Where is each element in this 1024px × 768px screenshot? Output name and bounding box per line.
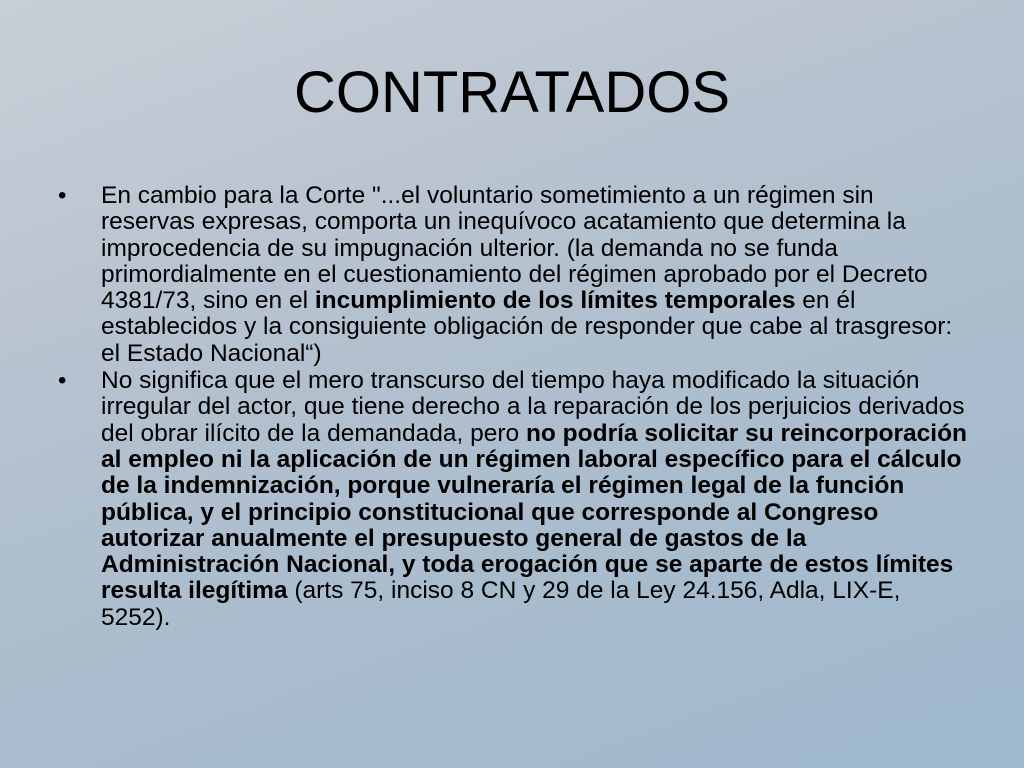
bullet-item-2 (58, 368, 968, 631)
bullet-marker: • (58, 182, 67, 209)
text-segment: En cambio para la Corte "...el voluntario sometimiento a un régimen sin reservas expresas, comporta un inequívoco acatamiento que determina la improcedencia de su impugnación ulterior. (la demanda no se funda primordialmente en el cuestionamiento del régimen aprobado por el Decreto 4381/73, sino en el (101, 182, 928, 315)
bullet-text (101, 182, 952, 367)
bullet-item-1 (58, 183, 968, 367)
text-segment: No significa que el mero transcurso del tiempo haya modificado la situación irregular del actor, que tiene derecho a la reparación de los perjuicios derivados del obrar ilícito de la demandada, pero (101, 367, 965, 447)
bold-text-segment: incumplimiento de los límites temporales (314, 287, 796, 315)
bullet-text (101, 367, 967, 631)
text-segment: (arts 75, inciso 8 CN y 29 de la Ley 24.156, Adla, LIX-E, 5252). (101, 577, 901, 631)
slide-title: CONTRATADOS (293, 60, 731, 125)
bullet-marker: • (58, 367, 67, 395)
bold-text-segment: no podría solicitar su reincorporación al empleo ni la aplicación de un régimen laboral específico para el cálculo de la indemnización, porque vulneraría el régimen legal de la función pública, y el principio constitucional que corresponde al Congreso autorizar anualmente el presupuesto general de gastos de la Administración Nacional, y toda erogación que se aparte de estos límites resulta ilegítima (101, 419, 968, 605)
bullet-list (58, 183, 968, 631)
text-segment: en él establecidos y la consiguiente obligación de responder que cabe al trasgresor: el Estado Nacional“) (101, 287, 953, 367)
